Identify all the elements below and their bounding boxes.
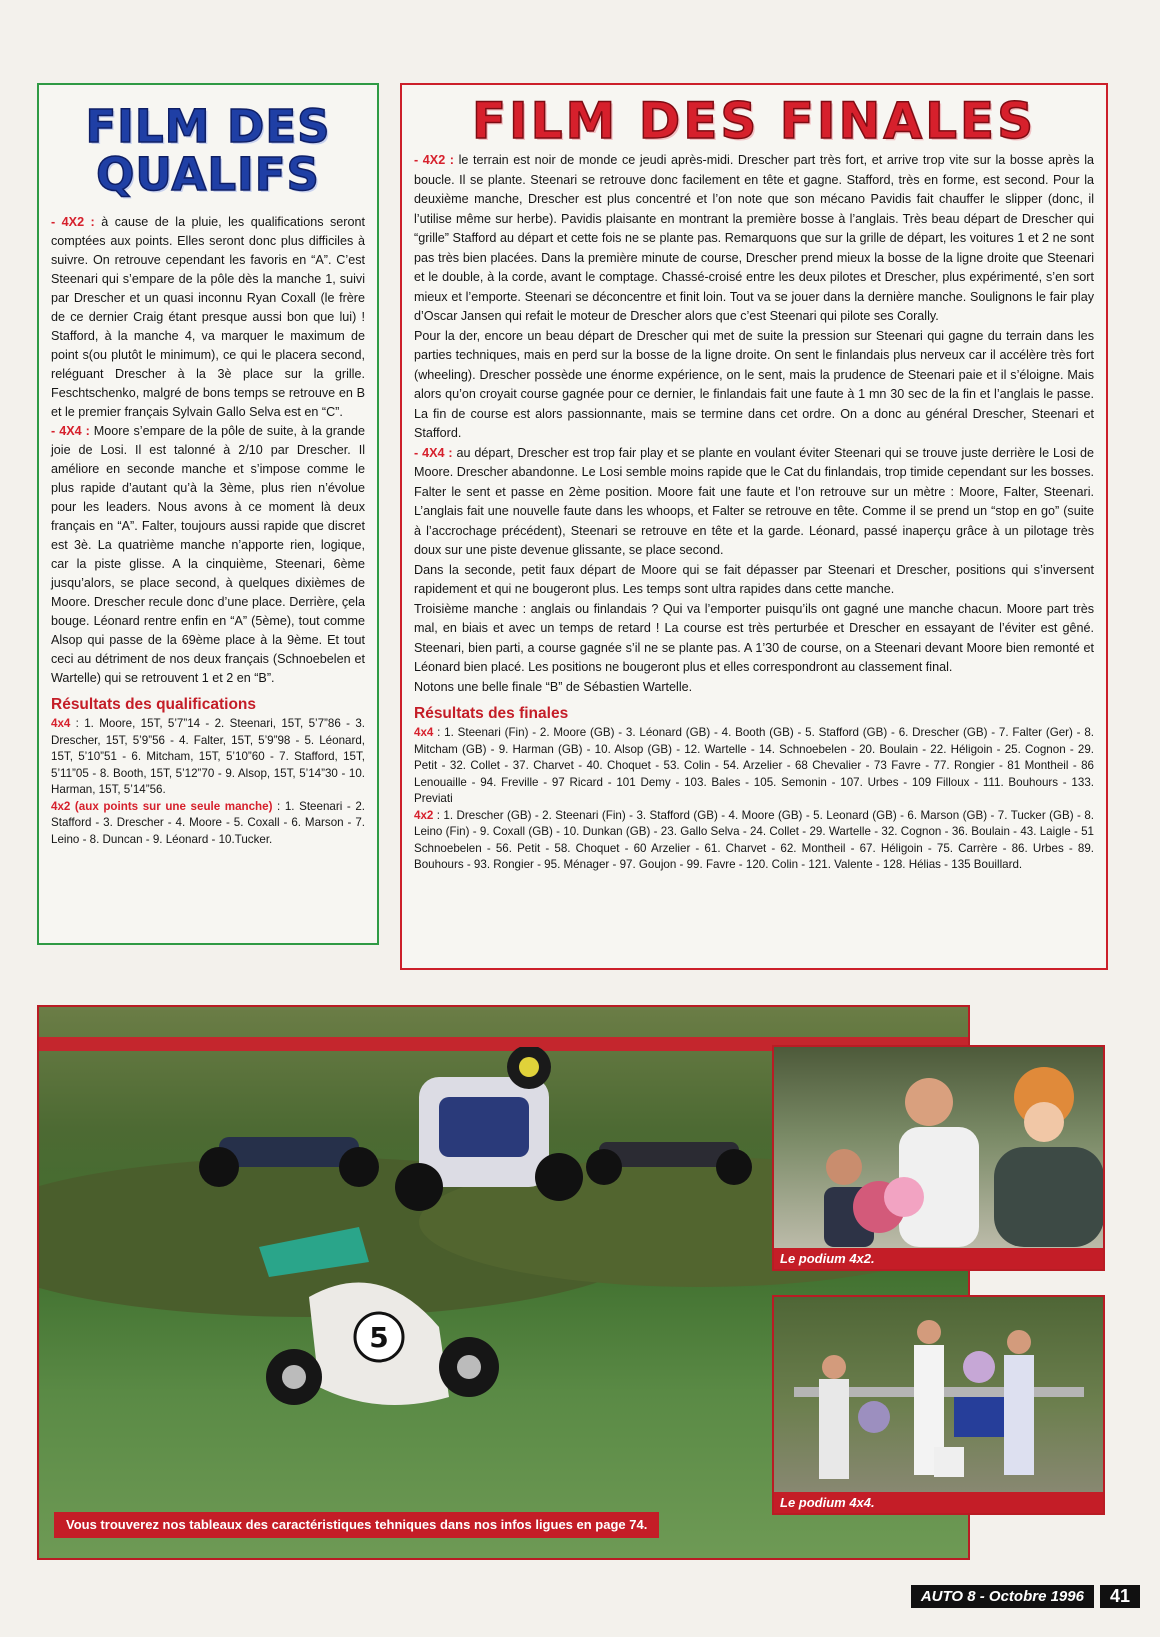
finales-4x4-second-heat: Dans la seconde, petit faux départ de Moore qui se fait dépasser par Steenari et Drescher, positions qui s’inversent rapidement et qui ne bougeront plus. Les temps sont ultra rapides dans cette manche. (414, 562, 1094, 596)
qualifs-4x2-paragraph (51, 213, 365, 422)
page-footer (911, 1585, 1140, 1608)
qualifs-title (51, 100, 365, 201)
finales-4x2-text: le terrain est noir de monde ce jeudi après-midi. Drescher part très fort, et arrive trop vite sur la bosse après la boucle. Il se plante. Steenari se retrouve donc facilement en tête et gagne. Stafford, très en forme, est second. Pour la deuxième manche, Drescher est plus concentré et l’on note que son mécano Pavidis fait chauffer le slipper (donc, il l’utilise même sur herbe). Pavidis plaisante en montrant la première bosse à l’anglais. Très beau départ de Drescher qui “grille” Stafford au départ et cette fois ne se plante pas. Remarquons que sur la grille de départ, les voitures 1 et 2 ne sont pas très bien placées. Dans la première minute de course, Drescher prend mieux la bosse de la ligne droite que Steenari et le double, à la corde, avant le comptage. Chassé-croisé entre les deux pilotes et Drescher, plus expérimenté, s’en sort mieux et l’emporte. Steenari se déconcentre et finit loin. Tout va se jouer dans la dernière manche. Soulignons le fair play d’Oscar Jansen qui refait le moteur de Drescher alors que c’est Steenari qui pilote ses Corally. (414, 153, 1094, 323)
qualifs-4x2-text: à cause de la pluie, les qualifications seront comptées aux points. Elles seront donc plus difficiles à suivre. On retrouve cependant les favoris en “A”. C’est Steenari qui s’empare de la pôle dès la manche 1, suivi par Drescher et un quasi inconnu Ryan Coxall (le frère de ce dernier Craig étant presque aussi bon que lui) ! Stafford, à la manche 4, va marquer le maximum de point s(ou plutôt le minimum), ce qui le placera second, reléguant Drescher à la 3è place sur la grille. Feschtschenko, malgré de bons temps se retrouve en B et le premier français Sylvain Gallo Selva est en “C”. (51, 215, 365, 419)
finales-4x2-lead: - 4X2 : (414, 153, 454, 167)
finales-results-4x4-lead: 4x4 (414, 726, 434, 739)
podium-4x2-photo (772, 1045, 1105, 1271)
podium-4x4-photo (772, 1295, 1105, 1515)
finales-results-4x2-text: : 1. Drescher (GB) - 2. Steenari (Fin) - 3. Stafford (GB) - 4. Moore (GB) - 5. Leonard (GB) - 6. Marson (GB) - 7. Tucker (GB) - 8. Leino (Fin) - 9. Coxall (GB) - 10. Dunkan (GB) - 23. Gallo Selva - 24. Collet - 29. Wartelle - 32. Cognon - 36. Boulain - 43. Laigle - 51 Schnoebelen - 56. Petit - 58. Choquet - 60 Arzelier - 61. Charvet - 62. Montheil - 67. Héligoin - 75. Carrère - 86. Urbes - 89. Bouhours - 93. Rongier - 95. Ménager - 97. Goujon - 99. Favre - 120. Colin - 121. Valente - 128. Hélias - 135 Bouillard. (414, 808, 1094, 871)
buggy-car-icon (579, 1117, 759, 1197)
finales-results-4x4 (414, 725, 1094, 808)
finales-4x4-paragraph (414, 444, 1094, 561)
qualifs-4x4-paragraph (51, 422, 365, 688)
buggy-car-number-5-icon (239, 1207, 519, 1437)
buggy-car-icon (189, 1107, 389, 1197)
buggy-car-icon (379, 1047, 599, 1227)
finales-4x2-last-heat: Pour la der, encore un beau départ de Drescher qui met de suite la pression sur Steenari qui gagne du terrain dans les parties techniques, mais en perd sur la bosse de la ligne droite. On sent le finlandais plus nerveux car il accélère très fort (wheeling). Drescher possède une énorme expérience, on le sent, mais la prudence de Steenari paie et il s’éloigne. Mais alors qu’on croyait course gagnée pour ce dernier, le finlandais fait une faute à 1 mn 30 sec de la fin et l’anglais le passe. La fin de course est alors passionnante, mais se termine dans cet ordre. On a donc au général Drescher, Steenari et Stafford. (414, 328, 1094, 440)
qualifs-results-4x4-text: : 1. Moore, 15T, 5’7”14 - 2. Steenari, 15T, 5’7”86 - 3. Drescher, 15T, 5’9”56 - 4. Falter, 15T, 5’9”98 - 5. Léonard, 15T, 5’10”51 - 6. Mitcham, 15T, 5’10”60 - 7. Stafford, 15T, 5’11”05 - 8. Booth, 15T, 5’12”70 - 9. Alsop, 15T, 5’14”30 - 10. Harman, 15T, 5’14”56. (51, 717, 365, 796)
qualifs-results-4x2-lead: 4x2 (aux points sur une seule manche) (51, 799, 273, 813)
qualifs-results-4x4 (51, 716, 365, 799)
magazine-issue-label: AUTO 8 - Octobre 1996 (911, 1585, 1094, 1608)
finales-results-4x2 (414, 808, 1094, 874)
finales-4x4-text: au départ, Drescher est trop fair play et se plante en voulant éviter Steenari qui se trouve juste derrière le Losi de Moore. Drescher abandonne. Le Losi semble moins rapide que le Cat du finlandais, trop timide cependant sur les bosses. Falter le sent et passe en 2ème position. Moore fait une faute et l’on retrouve sur un mètre : Moore, Falter, Steenari. L’anglais fait une nouvelle faute dans les whoops, et Falter se retrouve en tête. Comme il se prend un “stop en go” (suite à l’accrochage précédent), Steenari se retrouve en tête et la garde. Léonard, passé inaperçu grâce à un pilotage très doux sur une piste devenue glissante, se place second. (414, 445, 1094, 557)
finales-title: FILM DES FINALES (471, 92, 1037, 150)
qualifs-results-heading: Résultats des qualifications (51, 696, 256, 713)
finales-final-b-note: Notons une belle finale “B” de Sébastien Wartelle. (414, 679, 693, 694)
qualifs-4x4-lead: - 4X4 : (51, 424, 90, 438)
qualifs-title-line1: FILM DES (85, 100, 331, 153)
qualifs-title-line2: QUALIFS (96, 148, 320, 201)
page-number: 41 (1100, 1585, 1140, 1608)
qualifs-results-4x2 (51, 799, 365, 849)
qualifs-4x4-text: Moore s’empare de la pôle de suite, à la grande joie de Losi. Il est talonné à 2/10 par Drescher. Il améliore en seconde manche et s’impose comme le plus rapide d’autant qu’à la 3ème, plus rien n’évolue pour les leaders. Nous avons à ce moment là deux français en “A”. Falter, toujours aussi rapide que discret est 3è. La quatrième manche n’apporte rien, logique, car la piste glisse. A la cinquième, Steenari, 6ème jusqu’alors, se place second, à quelques dixièmes de Moore. Drescher recule donc d’une place. Derrière, çela bouge. Léonard rentre enfin en “A” (5ème), tout comme Alsop qui passe de la 69ème place à la 9ème. Et tout ceci au détriment de nos deux français (Schnoebelen et Wartelle) qui se retrouvent 1 et 2 en “B”. (51, 424, 366, 685)
finales-4x2-paragraph (414, 151, 1094, 327)
podium-people-icon (774, 1047, 1103, 1247)
podium-people-icon (774, 1297, 1103, 1493)
qualifs-section (37, 83, 379, 945)
podium-4x2-caption: Le podium 4x2. (774, 1248, 1103, 1269)
qualifs-4x2-lead: - 4X2 : (51, 215, 95, 229)
finales-results-4x2-lead: 4x2 (414, 808, 434, 822)
podium-4x4-caption: Le podium 4x4. (774, 1492, 1103, 1513)
qualifs-results-4x2-text: : 1. Steenari - 2. Stafford - 3. Drescher - 4. Moore - 5. Coxall - 6. Marson - 7. Leino - 8. Duncan - 9. Léonard - 10.Tucker. (51, 799, 365, 846)
finales-results-4x4-text: : 1. Steenari (Fin) - 2. Moore (GB) - 3. Léonard (GB) - 4. Booth (GB) - 5. Stafford (GB) - 6. Drescher (GB) - 7. Falter (Ger) - 8. Mitcham (GB) - 9. Harman (GB) - 10. Alsop (GB) - 12. Wartelle - 14. Schnoebelen - 20. Boulain - 22. Héligoin - 25. Cognon - 29. Petit - 32. Collet - 37. Charvet - 40. Choquet - 53. Colin - 54. Arzelier - 68 Chevalier - 73 Favre - 77. Rongier - 81 Montheil - 86 Lenouaille - 94. Freville - 97 Ricard - 101 Demy - 103. Bales - 105. Semonin - 107. Urbes - 109 Filloux - 111. Bouhours - 133. Previati (414, 726, 1094, 805)
car-number: 5 (369, 1321, 389, 1354)
finales-4x4-third-heat: Troisième manche : anglais ou finlandais ? Qui va l’emporter puisqu’ils ont gagné une manche chacun. Moore part très mal, en biais et avec un temps de retard ! La course est très perturbée et Drescher en essayant de l’éviter est gêné. Steenari, bien parti, a course gagnée s’il ne se plante pas. A 1’30 de course, on a Steenari devant Moore bien remonté et Léonard bien placé. Les positions ne bougeront plus et elles correspondront au classement final. (414, 601, 1094, 674)
finales-4x4-lead: - 4X4 : (414, 445, 453, 460)
main-photo-caption: Vous trouverez nos tableaux des caractéristiques tehniques dans nos infos ligues en page 74. (54, 1512, 659, 1538)
qualifs-results-4x4-lead: 4x4 (51, 717, 71, 730)
finales-results-heading: Résultats des finales (414, 705, 569, 722)
finales-section (400, 83, 1108, 970)
